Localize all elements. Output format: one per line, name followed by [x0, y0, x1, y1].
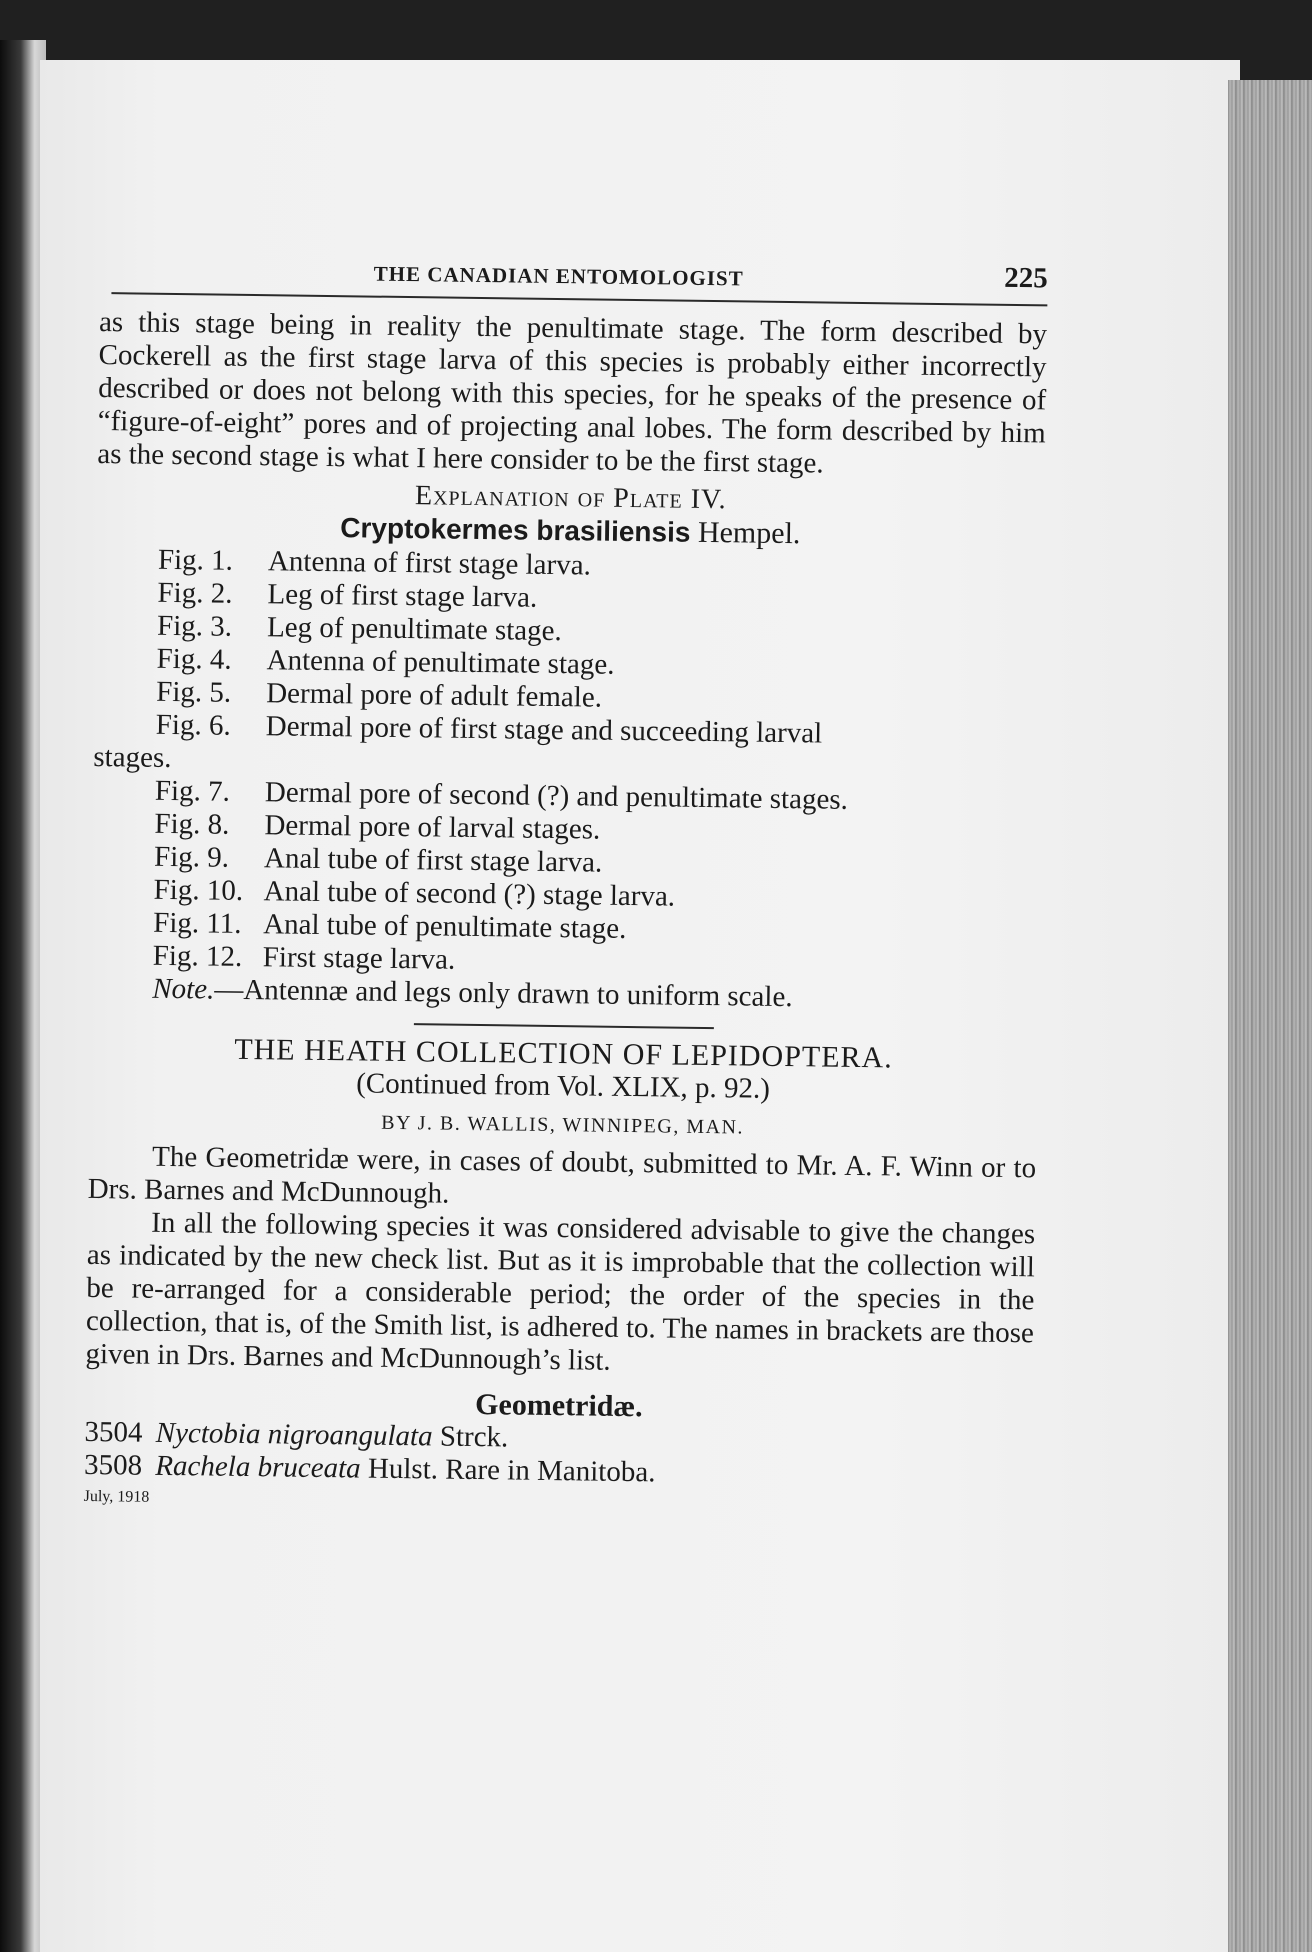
figure-item: Fig. 6. Dermal pore of first stage and succeeding larval stages.: [93, 708, 1042, 786]
species-name: Cryptokermes brasiliensis: [340, 512, 691, 548]
article-byline: BY J. B. WALLIS, WINNIPEG, MAN.: [381, 1111, 745, 1139]
figure-item: Fig. 2. Leg of first stage larva.: [157, 576, 538, 614]
figure-continuation: stages.: [93, 740, 172, 774]
figure-item: Fig. 11. Anal tube of penultimate stage.: [152, 906, 627, 945]
article-paragraph: In all the following species it was considered advisable to give the changes as indicated by the new check list. But as it is improbable that the collection will be re-arranged for a considerable period; the order of the species in the collection, that is, of the Smith list, is adhered to. The names in brackets are those given in Drs. Barnes and McDunnough’s list.: [85, 1206, 1036, 1377]
species-author: Hempel.: [697, 515, 801, 551]
note-label: Note.: [152, 972, 215, 1006]
figure-item: Fig. 1. Antenna of first stage larva.: [157, 543, 592, 582]
figure-item: Fig. 3. Leg of penultimate stage.: [156, 609, 562, 648]
figure-item: Fig. 9. Anal tube of first stage larva.: [153, 840, 603, 879]
article-continued: (Continued from Vol. XLIX, p. 92.): [356, 1067, 771, 1105]
article-title: THE HEATH COLLECTION OF LEPIDOPTERA.: [234, 1032, 893, 1075]
figure-list: [91, 543, 1045, 984]
note-text: —Antennæ and legs only drawn to uniform scale.: [214, 973, 793, 1014]
figure-item: Fig. 4. Antenna of penultimate stage.: [156, 642, 615, 681]
opening-paragraph: as this stage being in reality the penultimate stage. The form described by Cockerell as the first stage larva of this species is probably either incorrectly described or does not belong with this species, for he speaks of the presence of “figure-of-eight” pores and of projecting anal lobes. The form described by him as the second stage is what I here consider to be the first stage.: [97, 305, 1048, 480]
issue-date: July, 1918: [83, 1487, 150, 1506]
page-content: [83, 250, 1047, 1525]
page-fore-edge: [1228, 80, 1312, 1952]
species-entry: 3508 Rachela bruceata Hulst. Rare in Manitoba.: [83, 1448, 656, 1489]
section-divider: [414, 1023, 714, 1029]
figure-item: Fig. 12. First stage larva.: [152, 939, 456, 976]
figure-item: Fig. 8. Dermal pore of larval stages.: [154, 807, 601, 846]
plate-heading: Explanation of Plate IV.: [414, 480, 727, 516]
article-paragraph: The Geometridæ were, in cases of doubt, submitted to Mr. A. F. Winn or to Drs. Barnes and McDunnough.: [87, 1140, 1037, 1210]
journal-title: THE CANADIAN ENTOMOLOGIST: [373, 261, 744, 291]
figure-item: Fig. 10. Anal tube of second (?) stage larva.: [153, 873, 676, 913]
family-heading: Geometridæ.: [474, 1388, 643, 1424]
species-entry: 3504 Nyctobia nigroangulata Strck.: [84, 1415, 509, 1454]
page-number: 225: [1004, 261, 1048, 295]
figure-item: Fig. 5. Dermal pore of adult female.: [156, 675, 603, 714]
figure-item: Fig. 7. Dermal pore of second (?) and penultimate stages.: [154, 774, 849, 816]
